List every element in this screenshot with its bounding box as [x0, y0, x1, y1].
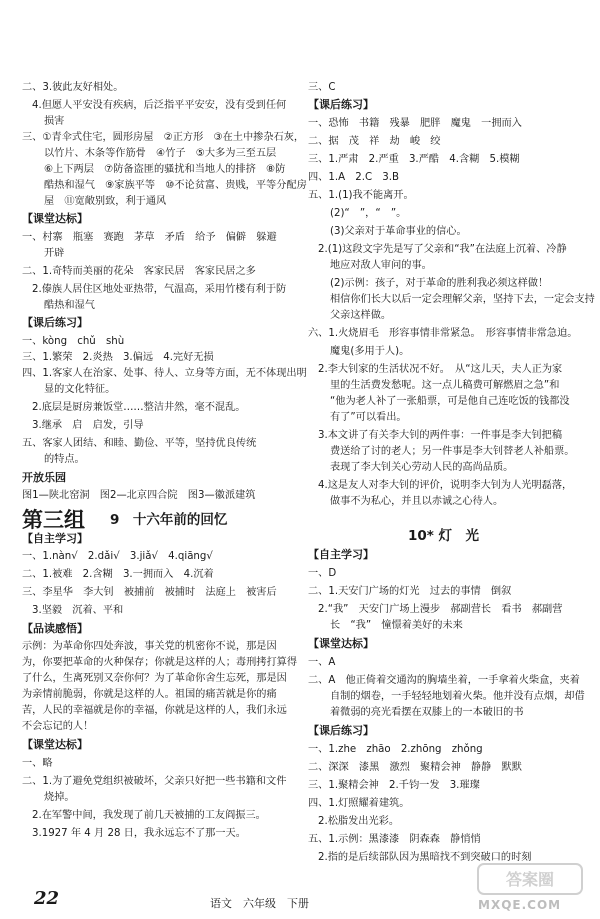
section-heading: 【课后练习】	[308, 724, 374, 737]
answer-line: (2)示例：孩子，对于革命的胜利我必须这样做！	[330, 278, 549, 289]
answer-line: (2)“ ”，“ ”。	[330, 208, 407, 219]
answer-line: 三、李星华 李大钊 被捕前 被捕时 法庭上 被害后	[22, 587, 277, 598]
answer-line: 损害	[44, 116, 65, 127]
answer-line: 2.李大钊家的生活状况不好。 从“这儿天，夫人正为家	[318, 364, 563, 375]
answer-line: 五、1.示例：黑漆漆 阴森森 静悄悄	[308, 834, 481, 845]
section-heading: 【自主学习】	[22, 532, 88, 545]
answer-line: 五、客家人团结、和睦、勤俭、平等，坚持优良传统	[22, 438, 257, 449]
answer-line: 图1—陕北窑洞 图2—北京四合院 图3—徽派建筑	[22, 490, 256, 501]
answer-line: (3)父亲对于革命事业的信心。	[330, 226, 467, 237]
answer-line: 烧掉。	[44, 792, 75, 803]
answer-line: 二、1.奇特而美丽的花朵 客家民居 客家民居之多	[22, 266, 256, 277]
answer-line: 三、1.繁荣 2.炎热 3.偏远 4.完好无损	[22, 352, 214, 363]
answer-line: 费送给了讨的老人；另一件事是李大钊替老人补船票。	[330, 446, 575, 457]
answer-line: 三、C	[308, 82, 336, 93]
section-heading: 【自主学习】	[308, 548, 374, 561]
svg-text:答案圈: 答案圈	[505, 870, 555, 889]
page-number: 22	[34, 888, 60, 909]
answer-line: 苦，人民的幸福就是你的幸福，你就是这样的人，我们永远	[22, 705, 287, 716]
answer-line: ⑥上下两层 ⑦防备盗匪的骚扰和当地人的排挤 ⑧防	[44, 164, 286, 175]
page-footer: 语文 六年级 下册	[210, 897, 309, 910]
section-heading: 【课后练习】	[22, 316, 88, 329]
answer-line: 一、恐怖 书籍 残暴 肥胖 魔鬼 一拥而入	[308, 118, 522, 129]
answer-line: 3.本文讲了有关李大钊的两件事：一件事是李大钊把稿	[318, 430, 563, 441]
answer-line: 显的文化特征。	[44, 384, 116, 395]
answer-line: 2.指的是后续部队因为黑暗找不到突破口的时刻	[318, 852, 532, 863]
answer-line: 2.傣族人居住区地处亚热带，气温高，采用竹楼有利于防	[32, 284, 287, 295]
answer-line: 4.但愿人平安没有疾病，后泛指平平安安，没有受到任何	[32, 100, 287, 111]
answer-line: 四、1.A 2.C 3.B	[308, 172, 399, 183]
answer-line: 屋 ⑪宽敞别致，利于通风	[44, 196, 167, 207]
answer-line: 三、1.聚精会神 2.千钧一发 3.璀璨	[308, 780, 480, 791]
answer-line: 示例：为革命你四处奔波，事关党的机密你不说，那是因	[22, 641, 277, 652]
answer-line: 二、1.被难 2.含糊 3.一拥而入 4.沉着	[22, 569, 214, 580]
answer-line: 了什么，生离死别又奈你何？为了革命你舍生忘死，那是因	[22, 673, 287, 684]
answer-line: 一、1.nàn√ 2.dǎi√ 3.jiǎ√ 4.qiāng√	[22, 551, 213, 562]
answer-line: 为亲情前脆弱，你就是这样的人。祖国的痛苦就是你的痛	[22, 689, 277, 700]
answer-line: 三、①青伞式住宅，圆形房屋 ②正方形 ③在土中掺杂石灰，	[22, 132, 305, 143]
answer-line: 二、1.天安门广场的灯光 过去的事情 倒叙	[308, 586, 512, 597]
answer-line: 一、kòng chǔ shù	[22, 336, 125, 347]
answer-line: 一、D	[308, 568, 337, 579]
answer-line: 不会忘记的人！	[22, 721, 94, 732]
section-heading: 【课堂达标】	[22, 738, 88, 751]
lesson-title: 10* 灯 光	[408, 528, 480, 544]
answer-line: 3.继承 启 启发，引导	[32, 420, 144, 431]
answer-line: 里的生活费发愁呢。这一点儿稿费可解燃眉之急”和	[330, 380, 560, 391]
answer-line: 二、A 他正倚着交通沟的胸墙坐着，一手拿着火柴盒，夹着	[308, 675, 580, 686]
answer-line: 以竹片、木条等作筋骨 ④竹子 ⑤大多为三至五层	[44, 148, 277, 159]
answer-line: 开辟	[44, 248, 65, 259]
answer-line: 3.坚毅 沉着、平和	[32, 605, 124, 616]
section-heading: 【课堂达标】	[22, 212, 88, 225]
answer-line: 着微弱的亮光看摆在双膝上的一本破旧的书	[330, 707, 524, 718]
group-heading: 第三组	[22, 508, 85, 532]
answer-line: 2.(1)这段文字先是写了父亲和“我”在法庭上沉着、冷静	[318, 244, 567, 255]
answer-line: 一、A	[308, 657, 336, 668]
answer-line: “他为老人补了一张船票，可是他自己连吃饭的钱都没	[330, 396, 570, 407]
answer-line: 相信你们长大以后一定会理解父亲，坚持下去，一定会支持	[330, 294, 595, 305]
section-heading: 【品读感悟】	[22, 622, 88, 635]
answer-line: 二、深深 漆黑 激烈 聚精会神 静静 默默	[308, 762, 522, 773]
section-heading: 【课后练习】	[308, 98, 374, 111]
section-heading: 开放乐园	[22, 471, 66, 484]
watermark-text: MXQE.COM	[478, 898, 562, 912]
answer-line: 二、据 茂 祥 劫 峻 绞	[308, 136, 441, 147]
section-heading: 【课堂达标】	[308, 637, 374, 650]
answer-line: 2.底层是厨房兼饭堂……整洁井然，毫不混乱。	[32, 402, 246, 413]
lesson-title: 9 十六年前的回忆	[110, 512, 228, 528]
answer-line: 酷热和湿气	[44, 300, 95, 311]
answer-line: 的特点。	[44, 454, 85, 465]
answer-line: 2.松脂发出光彩。	[318, 816, 400, 827]
answer-line: 六、1.火烧眉毛 形容事情非常紧急。 形容事情非常急迫。	[308, 328, 578, 339]
answer-line: 做事不为私心，并且以赤诚之心待人。	[330, 496, 504, 507]
answer-line: 2.在军警中间，我发现了前几天被捕的工友阎振三。	[32, 810, 266, 821]
answer-line: 酷热和湿气 ⑨家族平等 ⑩不论贫富、贵贱，平等分配房	[44, 180, 307, 191]
answer-line: 2.“我” 天安门广场上漫步 郝副营长 看书 郝副营	[318, 604, 563, 615]
answer-line: 父亲这样做。	[330, 310, 392, 321]
answer-line: 二、3.彼此友好相处。	[22, 82, 124, 93]
answer-line: 一、1.zhe zhāo 2.zhōng zhǒng	[308, 744, 483, 755]
answer-line: 一、略	[22, 758, 53, 769]
answer-line: 4.这是友人对李大钊的评价，说明李大钊为人光明磊落，	[318, 480, 573, 491]
answer-line: 有了”可以看出。	[330, 412, 407, 423]
answer-line: 一、村寨 瓶塞 赛跑 茅草 矛盾 给予 偏僻 躲避	[22, 232, 277, 243]
answer-line: 五、1.(1)我不能离开。	[308, 190, 414, 201]
answer-line: 二、1.为了避免党组织被破坏，父亲只好把一些书籍和文件	[22, 776, 287, 787]
answer-line: 四、1.灯照耀着建筑。	[308, 798, 410, 809]
answer-line: 地应对敌人审问的事。	[330, 260, 432, 271]
answer-line: 为，你要把革命的火种保存；你就是这样的人；毒刑拷打算得	[22, 657, 298, 668]
answer-line: 长 “我” 憧憬着美好的未来	[330, 620, 463, 631]
answer-line: 四、1.客家人在治家、处事、待人、立身等方面，无不体现出明	[22, 368, 307, 379]
answer-line: 表现了李大钊关心劳动人民的高尚品质。	[330, 462, 514, 473]
answer-line: 3.1927 年 4 月 28 日，我永远忘不了那一天。	[32, 828, 246, 839]
answer-line: 魔鬼(多用于人)。	[330, 346, 410, 357]
answer-line: 三、1.严肃 2.严重 3.严酷 4.含糊 5.模糊	[308, 154, 520, 165]
answer-line: 自制的烟卷，一手轻轻地划着火柴。他并没有点烟，却借	[330, 691, 585, 702]
